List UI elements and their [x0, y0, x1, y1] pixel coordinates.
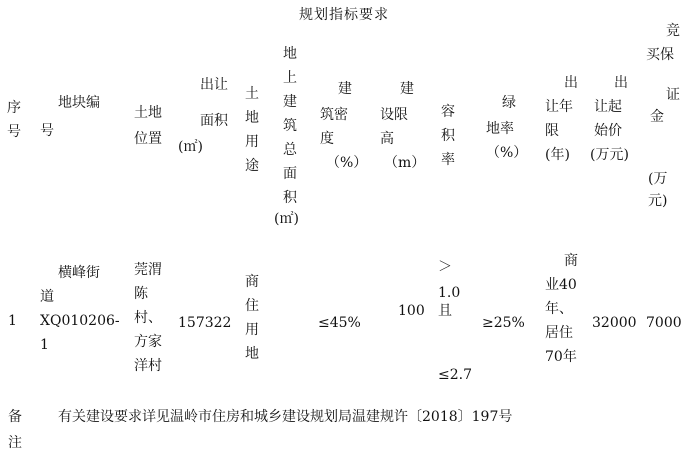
row-plot-no-line3: XQ010206- — [40, 313, 120, 329]
row-far-line1: ＞ — [438, 259, 452, 275]
row-term-line4: 居住 — [545, 325, 573, 341]
header-area-unit: (㎡) — [178, 139, 203, 155]
row-term-line2: 业40 — [545, 277, 577, 293]
header-density-line1: 建 — [338, 81, 352, 97]
header-green-line2: 地率 — [486, 121, 514, 137]
header-price-line1: 出 — [614, 75, 628, 91]
row-plot-no-line4: 1 — [40, 337, 49, 353]
header-far: 容积率 — [441, 104, 455, 168]
header-deposit-line3: 证 — [666, 87, 680, 103]
row-price: 32000 — [592, 315, 637, 331]
row-plot-no-line2: 道 — [40, 289, 54, 305]
row-deposit: 7000 — [646, 315, 682, 331]
header-height-line1: 建 — [400, 81, 414, 97]
row-green: ≥25% — [482, 315, 525, 331]
row-term-line1: 商 — [564, 253, 578, 269]
row-far-line4: ≤2.7 — [438, 367, 472, 383]
header-density-unit: （%） — [326, 155, 368, 171]
row-land-use: 商住用地 — [245, 274, 259, 362]
header-area-line2: 面积 — [200, 113, 228, 129]
header-plot-no-line1: 地块编 — [58, 95, 100, 111]
header-density-line3: 度 — [320, 131, 334, 147]
header-area-line1: 出让 — [200, 77, 228, 93]
row-height: 100 — [398, 303, 425, 319]
header-price-unit: (万元) — [590, 147, 629, 163]
header-term-line3: 限 — [545, 123, 559, 139]
table-title: 规划指标要求 — [299, 7, 389, 23]
header-price-line3: 始价 — [594, 123, 622, 139]
header-deposit-line4: 金 — [650, 109, 664, 125]
header-term-line2: 让年 — [545, 99, 573, 115]
header-height-line3: 高 — [380, 131, 394, 147]
row-density: ≤45% — [318, 315, 361, 331]
row-term-line3: 年、 — [545, 301, 573, 317]
row-far-line3: 且 — [438, 303, 452, 319]
header-floor-area: 地上建筑总面积 — [283, 46, 297, 206]
note-label: 备注 — [8, 409, 22, 451]
header-floor-area-unit: (㎡) — [274, 211, 299, 227]
header-density-line2: 筑密 — [320, 107, 348, 123]
header-plot-no-line2: 号 — [40, 123, 54, 139]
header-height-line2: 设限 — [380, 107, 408, 123]
header-location: 土地位置 — [134, 105, 162, 147]
header-green-line1: 绿 — [502, 95, 516, 111]
header-land-use: 土地用途 — [245, 86, 259, 174]
header-deposit-unit-line2: 元) — [648, 193, 668, 209]
row-plot-no-line1: 横峰街 — [58, 265, 100, 281]
header-deposit-line1: 竞 — [666, 23, 680, 39]
header-term-unit: (年) — [545, 147, 570, 163]
row-far-line2: 1.0 — [438, 285, 461, 301]
header-price-line2: 让起 — [594, 99, 622, 115]
header-deposit-unit-line1: (万 — [648, 171, 668, 187]
row-area: 157322 — [178, 315, 232, 331]
row-term-line5: 70年 — [545, 349, 577, 365]
header-green-unit: （%） — [486, 145, 528, 161]
header-term-line1: 出 — [564, 75, 578, 91]
header-deposit-line2: 买保 — [646, 47, 674, 63]
row-location: 莞渭陈村、方家洋村 — [134, 262, 162, 374]
header-seq: 序号 — [7, 100, 21, 140]
header-height-unit: （m） — [384, 155, 426, 171]
note-text: 有关建设要求详见温岭市住房和城乡建设规划局温建规许〔2018〕197号 — [58, 409, 513, 425]
row-seq: 1 — [8, 313, 17, 329]
